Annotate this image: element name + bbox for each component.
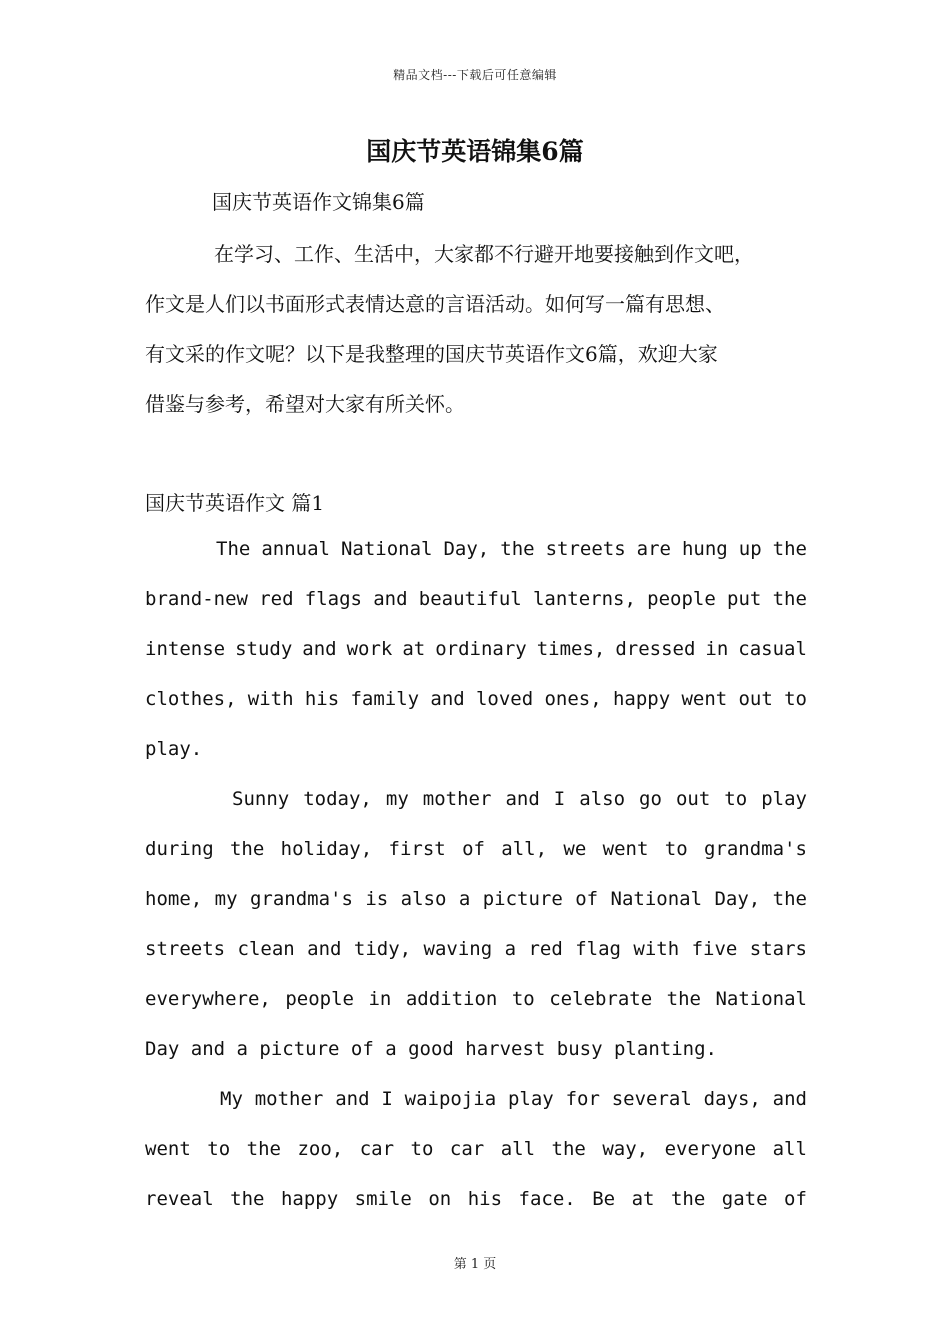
body-word: a: [458, 888, 471, 910]
body-word: home,: [145, 888, 203, 910]
body-word: smile: [354, 1188, 412, 1210]
body-word: Be: [592, 1188, 616, 1210]
intro-line: 借鉴与参考，希望对大家有所关怀。: [145, 392, 465, 416]
body-word: family: [350, 688, 420, 710]
body-word: red: [528, 938, 563, 960]
body-line: [145, 588, 807, 610]
body-word: flags: [304, 588, 362, 610]
body-word: days,: [703, 1088, 761, 1110]
body-word: all: [500, 1138, 536, 1160]
body-line: [145, 688, 807, 710]
body-word: his: [304, 688, 340, 710]
body-word: happy: [280, 1188, 339, 1210]
body-line: [145, 1138, 807, 1160]
body-word: at: [631, 1188, 655, 1210]
intro-line: 在学习、工作、生活中，大家都不行避开地要接触到作文吧，: [214, 242, 754, 266]
body-word: the: [230, 1188, 265, 1210]
body-word: way,: [602, 1138, 649, 1160]
body-line: [145, 988, 807, 1010]
body-line: [145, 638, 807, 660]
body-word: flag: [575, 938, 621, 960]
body-word: dressed: [615, 638, 696, 660]
body-word: in: [368, 988, 392, 1010]
body-word: The: [216, 538, 251, 560]
body-word: zoo,: [297, 1138, 344, 1160]
body-line: [145, 888, 807, 910]
body-word: is: [365, 888, 389, 910]
body-word: play: [761, 788, 807, 810]
body-line: [145, 838, 807, 860]
body-word: everyone: [664, 1138, 757, 1160]
body-line: [145, 1038, 807, 1060]
body-word: holiday,: [280, 838, 373, 860]
body-word: face.: [518, 1188, 576, 1210]
body-word: grandma's: [249, 888, 353, 910]
body-word: and: [307, 938, 342, 960]
body-word: casual: [738, 638, 807, 660]
body-word: went: [145, 1138, 191, 1160]
body-word: annual: [261, 538, 330, 560]
body-word: Sunny: [232, 788, 290, 810]
body-word: picture: [482, 888, 563, 910]
body-word: to: [724, 788, 748, 810]
body-word: all: [772, 1138, 807, 1160]
body-word: clean: [237, 938, 295, 960]
body-line: [145, 738, 807, 760]
body-word: times,: [536, 638, 606, 660]
body-word: stars: [749, 938, 807, 960]
body-word: play: [507, 1088, 554, 1110]
body-word: of: [784, 1188, 807, 1210]
body-word: play.: [145, 738, 203, 760]
body-word: also: [579, 788, 626, 810]
body-word: I: [381, 1088, 393, 1110]
body-word: clothes,: [145, 688, 237, 710]
body-word: mother: [254, 1088, 324, 1110]
body-word: streets: [145, 938, 226, 960]
body-word: everywhere,: [145, 988, 271, 1010]
body-word: tidy,: [353, 938, 412, 960]
body-word: ordinary: [435, 638, 527, 660]
body-word: the: [666, 988, 701, 1010]
body-word: of: [462, 838, 485, 860]
body-word: and: [335, 1088, 370, 1110]
body-word: National: [715, 988, 807, 1010]
body-word: car: [449, 1138, 485, 1160]
body-line: [145, 1188, 807, 1210]
body-word: the: [500, 538, 535, 560]
body-word: gate: [721, 1188, 768, 1210]
intro-line: 作文是人们以书面形式表情达意的言语活动。如何写一篇有思想、: [145, 292, 725, 316]
body-word: the: [229, 838, 265, 860]
body-line: [216, 538, 807, 560]
body-word: red: [259, 588, 294, 610]
body-word: to: [784, 688, 807, 710]
body-word: Day and a picture of a good harvest busy planting.: [145, 1038, 717, 1060]
body-word: people: [647, 588, 716, 610]
body-word: first: [388, 838, 446, 860]
document-title: 国庆节英语锦集6篇: [366, 137, 584, 166]
body-word: go: [639, 788, 662, 810]
body-word: also: [400, 888, 447, 910]
body-word: the: [772, 538, 807, 560]
body-word: the: [246, 1138, 281, 1160]
body-word: to: [207, 1138, 231, 1160]
body-word: grandma's: [703, 838, 807, 860]
body-word: my: [214, 888, 238, 910]
body-word: hung: [681, 538, 728, 560]
body-word: went: [681, 688, 728, 710]
body-word: celebrate: [549, 988, 653, 1010]
body-word: five: [691, 938, 738, 960]
body-word: lanterns,: [532, 588, 636, 610]
body-word: waving: [423, 938, 493, 960]
body-word: the: [772, 588, 807, 610]
body-word: today,: [303, 788, 372, 810]
body-word: to: [511, 988, 535, 1010]
body-word: addition: [405, 988, 498, 1010]
body-word: a: [504, 938, 517, 960]
section-heading: 国庆节英语作文 篇1: [145, 491, 325, 515]
body-word: and: [373, 588, 408, 610]
body-word: out: [675, 788, 711, 810]
body-word: his: [467, 1188, 503, 1210]
body-word: several: [611, 1088, 692, 1110]
body-word: and: [772, 1088, 807, 1110]
body-word: on: [428, 1188, 452, 1210]
body-word: and: [505, 788, 540, 810]
body-word: of: [575, 888, 599, 910]
body-word: loved: [475, 688, 534, 710]
body-word: mother: [422, 788, 492, 810]
body-word: study: [235, 638, 293, 660]
body-word: My: [220, 1088, 243, 1110]
body-word: to: [664, 838, 688, 860]
body-line: [145, 938, 807, 960]
body-word: and: [302, 638, 337, 660]
body-word: for: [565, 1088, 600, 1110]
body-word: National: [610, 888, 703, 910]
subtitle: 国庆节英语作文锦集6篇: [212, 190, 425, 214]
body-word: at: [402, 638, 426, 660]
body-word: out: [738, 688, 773, 710]
body-word: and: [430, 688, 465, 710]
body-word: work: [346, 638, 393, 660]
body-word: National: [340, 538, 433, 560]
body-line: [220, 1088, 807, 1110]
body-word: all,: [501, 838, 548, 860]
intro-line: 有文采的作文呢？以下是我整理的国庆节英语作文6篇，欢迎大家: [145, 342, 718, 366]
page-header: 精品文档---下载后可任意编辑: [393, 68, 557, 82]
body-word: intense: [145, 638, 226, 660]
page-footer: 第 1 页: [453, 1257, 497, 1272]
body-word: we: [563, 838, 587, 860]
body-word: went: [602, 838, 649, 860]
body-word: streets: [545, 538, 626, 560]
body-word: reveal: [145, 1188, 214, 1210]
body-word: with: [247, 688, 294, 710]
body-word: beautiful: [418, 588, 522, 610]
body-word: to: [410, 1138, 434, 1160]
body-word: people: [285, 988, 354, 1010]
body-word: car: [359, 1138, 395, 1160]
body-word: in: [705, 638, 729, 660]
body-word: with: [633, 938, 680, 960]
body-word: waipojia: [404, 1088, 497, 1110]
body-word: up: [738, 538, 762, 560]
body-word: brand-new: [145, 588, 248, 610]
body-word: my: [385, 788, 409, 810]
body-word: Day,: [443, 538, 490, 560]
body-word: are: [636, 538, 671, 560]
body-word: I: [553, 788, 566, 810]
body-line: [232, 788, 807, 810]
body-word: ones,: [544, 688, 602, 710]
body-word: happy: [612, 688, 671, 710]
body-word: the: [551, 1138, 586, 1160]
body-word: the: [772, 888, 807, 910]
body-word: during: [145, 838, 214, 860]
body-word: Day,: [714, 888, 761, 910]
body-word: put: [727, 588, 762, 610]
body-word: the: [670, 1188, 706, 1210]
